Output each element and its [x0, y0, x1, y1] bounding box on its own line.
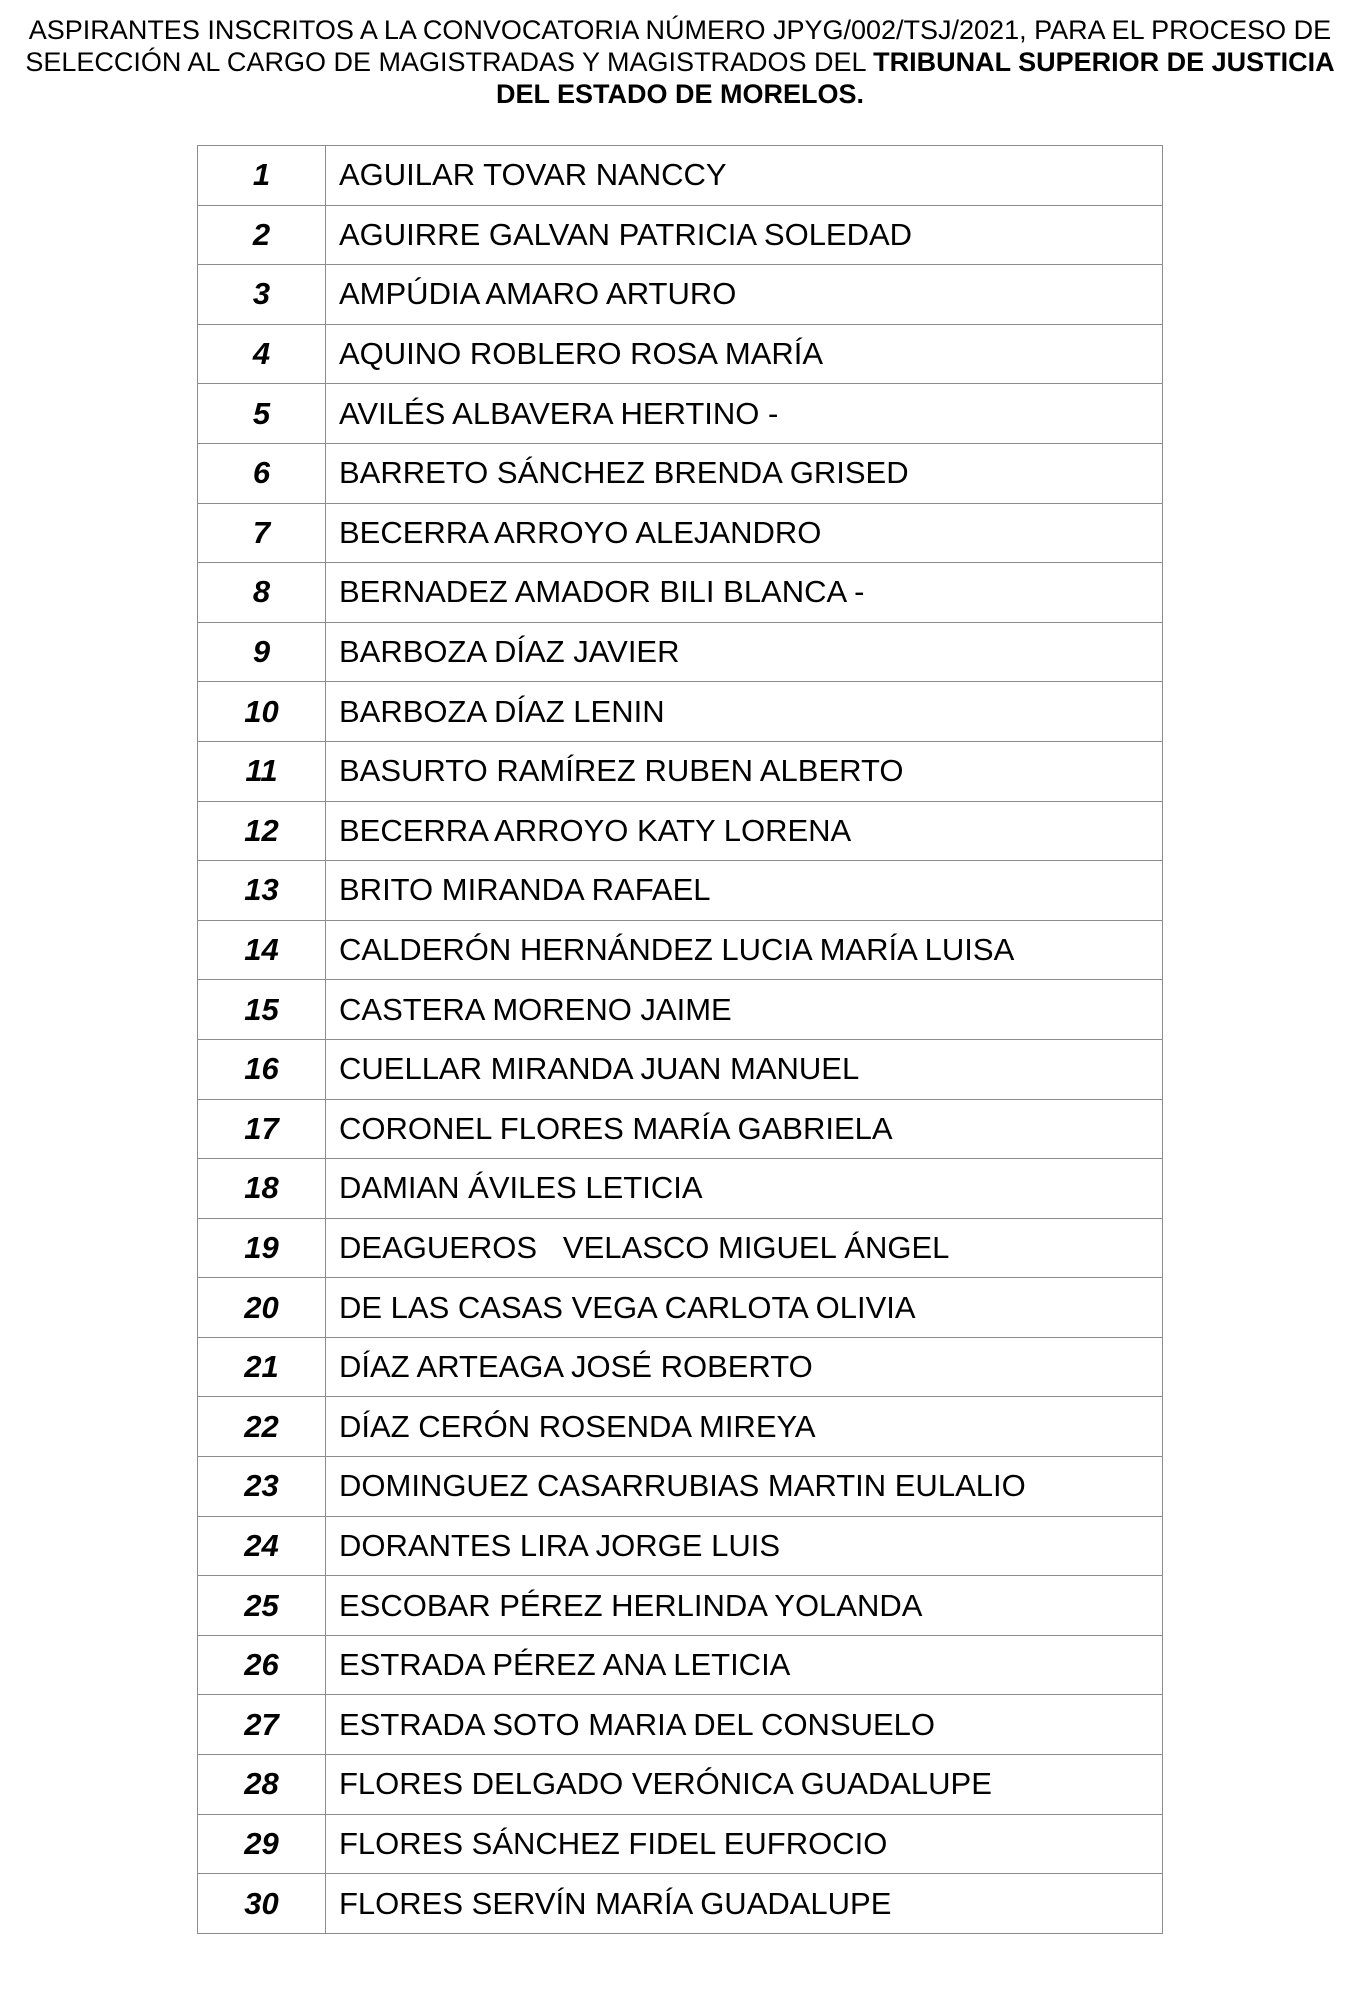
row-number: 21 — [198, 1337, 326, 1397]
applicant-name: ESTRADA PÉREZ ANA LETICIA — [326, 1635, 1163, 1695]
row-number: 25 — [198, 1576, 326, 1636]
table-row — [198, 146, 1163, 206]
table-row — [198, 1218, 1163, 1278]
applicant-name: FLORES SERVÍN MARÍA GUADALUPE — [326, 1874, 1163, 1934]
table-row — [198, 741, 1163, 801]
applicant-name: CASTERA MORENO JAIME — [326, 980, 1163, 1040]
table-row — [198, 1814, 1163, 1874]
applicant-name: DÍAZ CERÓN ROSENDA MIREYA — [326, 1397, 1163, 1457]
table-row — [198, 205, 1163, 265]
applicant-name: FLORES DELGADO VERÓNICA GUADALUPE — [326, 1755, 1163, 1815]
applicant-name: DOMINGUEZ CASARRUBIAS MARTIN EULALIO — [326, 1457, 1163, 1517]
header-line-2 — [16, 46, 1344, 78]
applicant-name: CORONEL FLORES MARÍA GABRIELA — [326, 1099, 1163, 1159]
applicant-name: CALDERÓN HERNÁNDEZ LUCIA MARÍA LUISA — [326, 920, 1163, 980]
row-number: 12 — [198, 801, 326, 861]
applicant-name: BARBOZA DÍAZ JAVIER — [326, 622, 1163, 682]
row-number: 30 — [198, 1874, 326, 1934]
row-number: 26 — [198, 1635, 326, 1695]
row-number: 20 — [198, 1278, 326, 1338]
table-row — [198, 1337, 1163, 1397]
table-row — [198, 801, 1163, 861]
applicants-table-body — [198, 146, 1163, 1934]
row-number: 3 — [198, 265, 326, 325]
applicant-name: AVILÉS ALBAVERA HERTINO - — [326, 384, 1163, 444]
row-number: 2 — [198, 205, 326, 265]
row-number: 8 — [198, 563, 326, 623]
applicant-name: BECERRA ARROYO ALEJANDRO — [326, 503, 1163, 563]
row-number: 13 — [198, 861, 326, 921]
row-number: 28 — [198, 1755, 326, 1815]
table-row — [198, 265, 1163, 325]
applicant-name: AGUIRRE GALVAN PATRICIA SOLEDAD — [326, 205, 1163, 265]
applicant-name: DAMIAN ÁVILES LETICIA — [326, 1159, 1163, 1219]
table-row — [198, 1159, 1163, 1219]
row-number: 4 — [198, 324, 326, 384]
table-row — [198, 1278, 1163, 1338]
header-line-1: ASPIRANTES INSCRITOS A LA CONVOCATORIA NÚMERO JPYG/002/TSJ/2021, PARA EL PROCESO DE — [28, 15, 1332, 45]
row-number: 18 — [198, 1159, 326, 1219]
row-number: 23 — [198, 1457, 326, 1517]
applicant-name: DE LAS CASAS VEGA CARLOTA OLIVIA — [326, 1278, 1163, 1338]
table-row — [198, 861, 1163, 921]
table-row — [198, 1397, 1163, 1457]
row-number: 22 — [198, 1397, 326, 1457]
table-row — [198, 563, 1163, 623]
table-row — [198, 1516, 1163, 1576]
applicant-name: BARRETO SÁNCHEZ BRENDA GRISED — [326, 443, 1163, 503]
table-row — [198, 1457, 1163, 1517]
applicant-name: FLORES SÁNCHEZ FIDEL EUFROCIO — [326, 1814, 1163, 1874]
row-number: 11 — [198, 741, 326, 801]
applicant-name: AGUILAR TOVAR NANCCY — [326, 146, 1163, 206]
table-row — [198, 622, 1163, 682]
row-number: 29 — [198, 1814, 326, 1874]
row-number: 27 — [198, 1695, 326, 1755]
table-row — [198, 1695, 1163, 1755]
header-line-2-text: SELECCIÓN AL CARGO DE MAGISTRADAS Y MAGISTRADOS DEL — [25, 47, 874, 77]
row-number: 16 — [198, 1039, 326, 1099]
row-number: 10 — [198, 682, 326, 742]
document-header — [16, 14, 1344, 110]
applicant-name: AMPÚDIA AMARO ARTURO — [326, 265, 1163, 325]
applicant-name: BRITO MIRANDA RAFAEL — [326, 861, 1163, 921]
row-number: 24 — [198, 1516, 326, 1576]
row-number: 19 — [198, 1218, 326, 1278]
row-number: 1 — [198, 146, 326, 206]
table-row — [198, 1755, 1163, 1815]
row-number: 7 — [198, 503, 326, 563]
header-line-2-bold: TRIBUNAL SUPERIOR DE JUSTICIA — [873, 47, 1335, 77]
applicant-name: BASURTO RAMÍREZ RUBEN ALBERTO — [326, 741, 1163, 801]
applicant-name: ESCOBAR PÉREZ HERLINDA YOLANDA — [326, 1576, 1163, 1636]
applicant-name: BERNADEZ AMADOR BILI BLANCA - — [326, 563, 1163, 623]
applicant-name: CUELLAR MIRANDA JUAN MANUEL — [326, 1039, 1163, 1099]
row-number: 15 — [198, 980, 326, 1040]
applicant-name: DORANTES LIRA JORGE LUIS — [326, 1516, 1163, 1576]
table-row — [198, 443, 1163, 503]
row-number: 14 — [198, 920, 326, 980]
table-row — [198, 503, 1163, 563]
applicant-name: DEAGUEROS VELASCO MIGUEL ÁNGEL — [326, 1218, 1163, 1278]
applicant-name: DÍAZ ARTEAGA JOSÉ ROBERTO — [326, 1337, 1163, 1397]
table-row — [198, 324, 1163, 384]
applicant-name: ESTRADA SOTO MARIA DEL CONSUELO — [326, 1695, 1163, 1755]
header-line-3-bold: DEL ESTADO DE MORELOS. — [495, 79, 865, 109]
applicant-name: AQUINO ROBLERO ROSA MARÍA — [326, 324, 1163, 384]
row-number: 5 — [198, 384, 326, 444]
row-number: 6 — [198, 443, 326, 503]
table-row — [198, 920, 1163, 980]
table-row — [198, 980, 1163, 1040]
row-number: 9 — [198, 622, 326, 682]
applicant-name: BARBOZA DÍAZ LENIN — [326, 682, 1163, 742]
applicant-name: BECERRA ARROYO KATY LORENA — [326, 801, 1163, 861]
table-row — [198, 1874, 1163, 1934]
header-line-3 — [16, 78, 1344, 110]
table-row — [198, 1635, 1163, 1695]
table-row — [198, 1576, 1163, 1636]
row-number: 17 — [198, 1099, 326, 1159]
table-row — [198, 1099, 1163, 1159]
table-row — [198, 682, 1163, 742]
table-row — [198, 384, 1163, 444]
applicants-table — [197, 145, 1163, 1934]
table-row — [198, 1039, 1163, 1099]
